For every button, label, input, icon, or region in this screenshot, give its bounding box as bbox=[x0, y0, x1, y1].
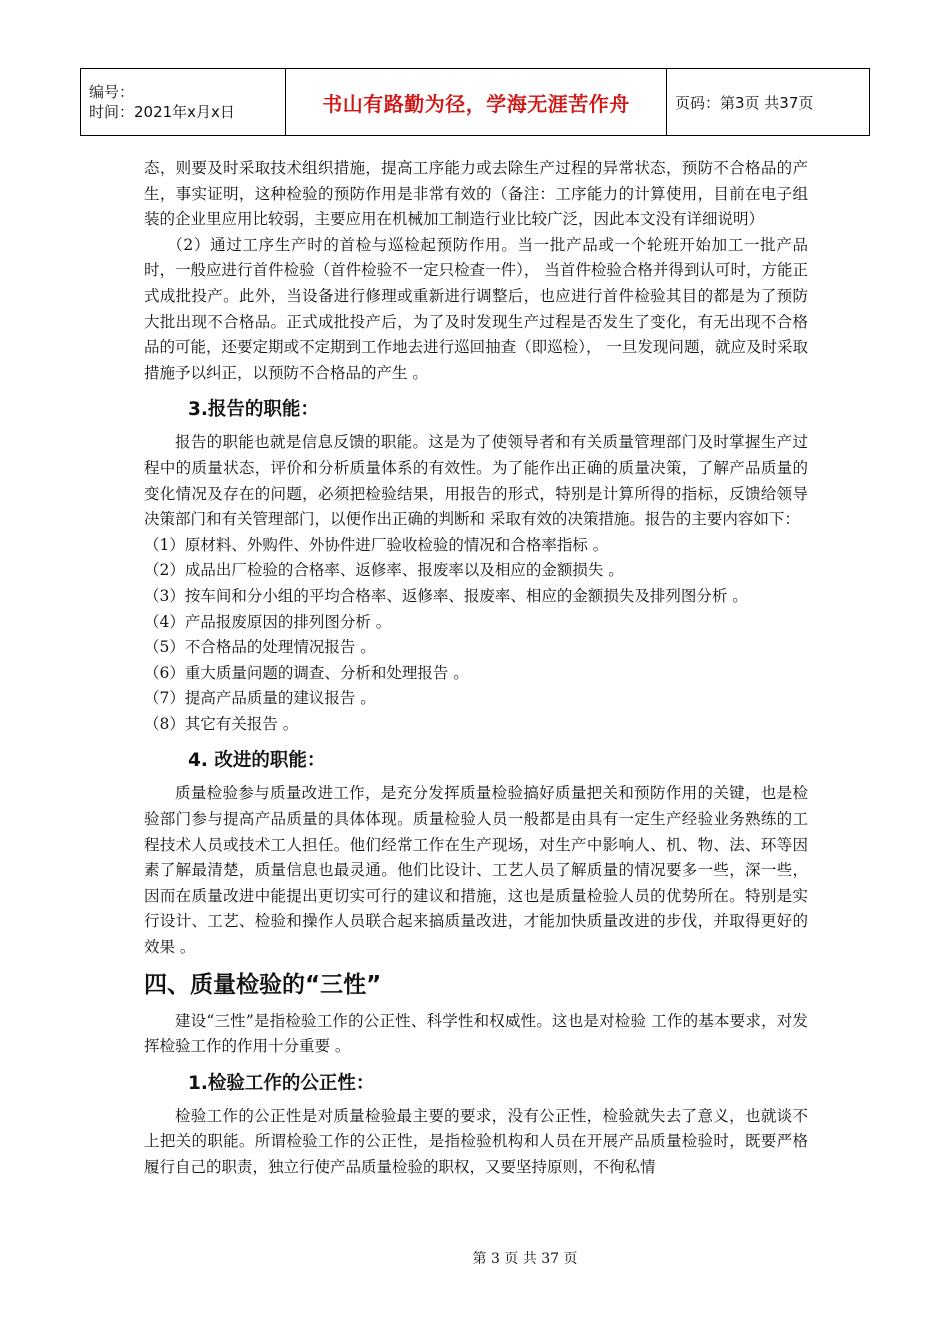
list-item: （7）提高产品质量的建议报告 。 bbox=[144, 689, 376, 708]
list-item: （5）不合格品的处理情况报告 。 bbox=[144, 638, 376, 657]
paragraph-continuation: 态，则要及时采取技术组织措施，提高工序能力或去除生产过程的异常状态，预防不合格品的产生，事实证明，这种检验的预防作用是非常有效的（备注：工序能力的计算使用，目前在电子组装的企业里应用比较弱，主要应用在机械加工制造行业比较广泛，因此本文没有详细说明） bbox=[144, 159, 808, 229]
list-item: （8）其它有关报告 。 bbox=[144, 714, 299, 733]
paragraph-three-properties: 建设“三性”是指检验工作的公正性、科学性和权威性。这也是对检验 工作的基本要求，对发挥检验工作的作用十分重要 。 bbox=[144, 1011, 808, 1056]
heading-section-four: 四、质量检验的“三性” bbox=[144, 971, 382, 998]
document-body bbox=[144, 156, 808, 1181]
paragraph-report-function: 报告的职能也就是信息反馈的职能。这是为了使领导者和有关质量管理部门及时掌握生产过程中的质量状态，评价和分析质量体系的有效性。为了能作出正确的质量决策，了解产品质量的变化情况及存在的问题，必须把检验结果，用报告的形式，特别是计算所得的指标，反馈给领导决策部门和有关管理部门，以便作出正确的判断和 采取有效的决策措施。报告的主要内容如下： bbox=[144, 433, 808, 529]
paragraph-improvement-function: 质量检验参与质量改进工作，是充分发挥质量检验搞好质量把关和预防作用的关键，也是检验部门参与提高产品质量的具体体现。质量检验人员一般都是由具有一定生产经验业务熟练的工程技术人员或技术工人担任。他们经常工作在生产现场，对生产中影响人、机、物、法、环等因素了解最清楚，质量信息也最灵通。他们比设计、工艺人员了解质量的情况要多一些，深一些，因而在质量改进中能提出更切实可行的建议和措施，这也是质量检验人员的优势所在。特别是实行设计、工艺、检验和操作人员联合起来搞质量改进，才能加快质量改进的步伐，并取得更好的效果 。 bbox=[144, 784, 808, 957]
paragraph-first-inspection: （2）通过工序生产时的首检与巡检起预防作用。当一批产品或一个轮班开始加工一批产品时，一般应进行首件检验（首件检验不一定只检查一件）， 当首件检验合格并得到认可时，方能正式成批投产。此外，当设备进行修理或重新进行调整后，也应进行首件检验其目的都是为了预防大批出现不合格品。正式成批投产后，为了及时发现生产过程是否发生了变化，有无出现不合格品的可能，还要定期或不定期到工作地去进行巡回抽查（即巡检）， 一旦发现问题，就应及时采取措施予以纠正，以预防不合格品的产生 。 bbox=[144, 235, 808, 382]
list-item: （6）重大质量问题的调查、分析和处理报告 。 bbox=[144, 663, 469, 682]
list-item: （3）按车间和分小组的平均合格率、返修率、报废率、相应的金额损失及排列图分析 。 bbox=[144, 586, 748, 605]
header-code-label: 编号： bbox=[89, 83, 135, 101]
heading-report-function: 3.报告的职能： bbox=[188, 399, 319, 421]
header-info-cell bbox=[81, 69, 286, 136]
list-item: （4）产品报废原因的排列图分析 。 bbox=[144, 612, 392, 631]
page-header bbox=[80, 68, 870, 136]
header-date-label: 时间：2021年x月x日 bbox=[89, 103, 235, 121]
list-item: （2）成品出厂检验的合格率、返修率、报废率以及相应的金额损失 。 bbox=[144, 561, 624, 580]
paragraph-fairness: 检验工作的公正性是对质量检验最主要的要求，没有公正性，检验就失去了意义，也就谈不上把关的职能。所谓检验工作的公正性，是指检验机构和人员在开展产品质量检验时，既要严格履行自己的职责，独立行使产品质量检验的职权，又要坚持原则，不徇私情 bbox=[144, 1106, 808, 1176]
header-motto: 书山有路勤为径，学海无涯苦作舟 bbox=[286, 69, 667, 136]
list-item: （1）原材料、外购件、外协件进厂验收检验的情况和合格率指标 。 bbox=[144, 535, 609, 554]
header-page-label: 页码：第3页 共37页 bbox=[667, 69, 870, 136]
heading-improvement-function: 4. 改进的职能： bbox=[188, 750, 326, 772]
heading-fairness: 1.检验工作的公正性： bbox=[188, 1072, 375, 1094]
report-contents-list bbox=[144, 533, 808, 738]
page-footer: 第 3 页 共 37 页 bbox=[472, 1251, 578, 1267]
